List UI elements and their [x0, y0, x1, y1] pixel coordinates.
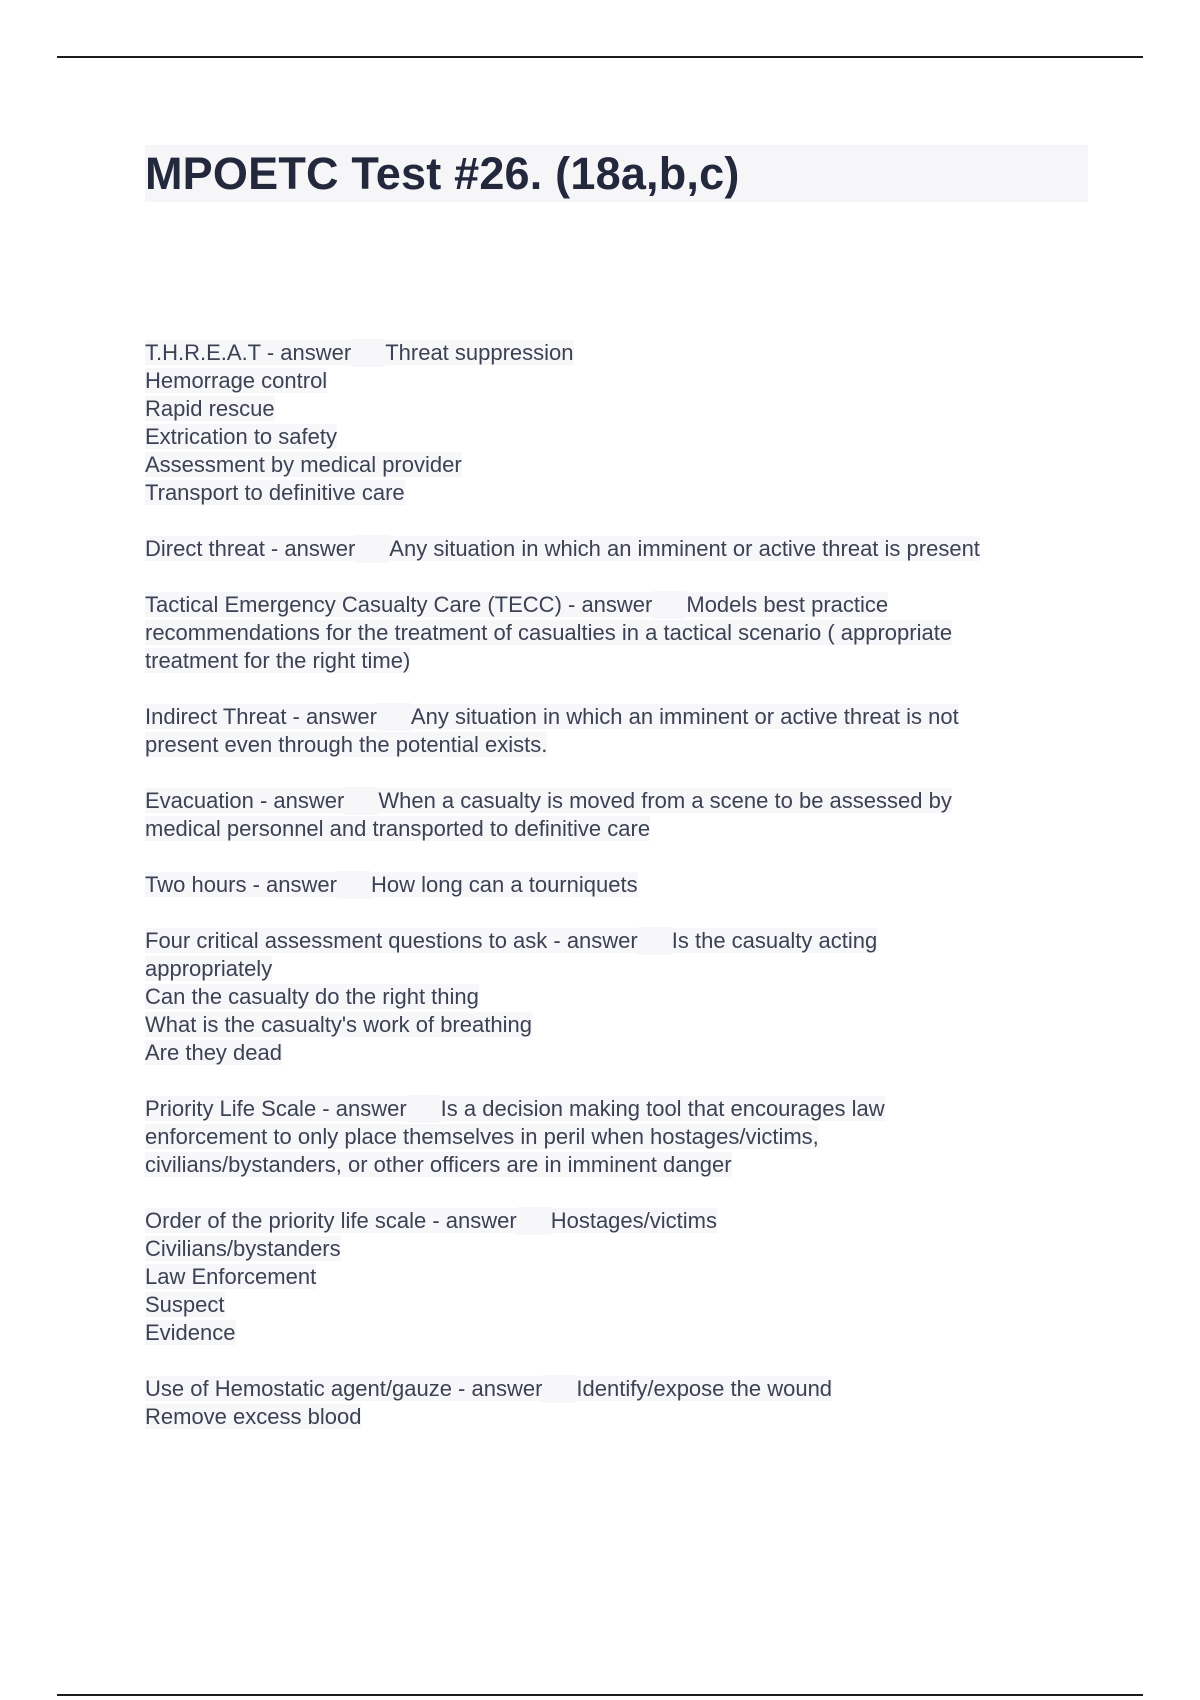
qa-answer-continuation	[145, 619, 1075, 647]
qa-first-line	[145, 787, 1075, 815]
qa-item	[145, 535, 1075, 563]
qa-list	[145, 339, 1075, 1459]
qa-answer-line: Extrication to safety	[145, 424, 337, 449]
qa-answer: Threat suppression	[385, 340, 574, 365]
qa-item	[145, 1095, 1075, 1179]
qa-item	[145, 871, 1075, 899]
qa-item	[145, 1207, 1075, 1347]
qa-answer-continuation	[145, 1235, 1075, 1263]
qa-answer-continuation	[145, 1151, 1075, 1179]
qa-gap	[344, 787, 378, 815]
qa-term: Direct threat - answer	[145, 536, 356, 561]
qa-answer: When a casualty is moved from a scene to be assessed by	[378, 788, 952, 813]
qa-answer-line: Assessment by medical provider	[145, 452, 462, 477]
qa-answer-line: Suspect	[145, 1292, 225, 1317]
qa-term: Order of the priority life scale - answer	[145, 1208, 517, 1233]
qa-answer-continuation	[145, 955, 1075, 983]
qa-answer-continuation	[145, 1039, 1075, 1067]
qa-item	[145, 703, 1075, 759]
qa-answer-line: Law Enforcement	[145, 1264, 317, 1289]
qa-answer-continuation	[145, 479, 1075, 507]
qa-answer-line: enforcement to only place themselves in peril when hostages/victims,	[145, 1124, 819, 1149]
qa-term: Evacuation - answer	[145, 788, 345, 813]
qa-answer: Models best practice	[686, 592, 889, 617]
qa-answer: How long can a tourniquets	[370, 872, 638, 897]
qa-term: Tactical Emergency Casualty Care (TECC) - answer	[145, 592, 653, 617]
qa-gap	[351, 339, 385, 367]
qa-gap	[377, 703, 411, 731]
qa-term: Priority Life Scale - answer	[145, 1096, 407, 1121]
qa-answer-continuation	[145, 815, 1075, 843]
qa-answer-continuation	[145, 423, 1075, 451]
qa-first-line	[145, 1095, 1075, 1123]
qa-answer-line: Hemorrage control	[145, 368, 328, 393]
bottom-rule	[57, 1694, 1143, 1696]
qa-item	[145, 591, 1075, 675]
qa-answer-continuation	[145, 395, 1075, 423]
qa-answer-continuation	[145, 1011, 1075, 1039]
qa-answer-line: Can the casualty do the right thing	[145, 984, 479, 1009]
qa-first-line	[145, 339, 1075, 367]
qa-answer-line: Remove excess blood	[145, 1404, 362, 1429]
qa-item	[145, 787, 1075, 843]
qa-answer-line: Civilians/bystanders	[145, 1236, 341, 1261]
qa-answer-line: Are they dead	[145, 1040, 282, 1065]
qa-answer-continuation	[145, 1319, 1075, 1347]
qa-first-line	[145, 535, 1075, 563]
qa-answer: Hostages/victims	[550, 1208, 717, 1233]
qa-first-line	[145, 871, 1075, 899]
qa-gap	[652, 591, 686, 619]
qa-answer-continuation	[145, 1263, 1075, 1291]
qa-answer-line: civilians/bystanders, or other officers are in imminent danger	[145, 1152, 732, 1177]
qa-answer: Any situation in which an imminent or active threat is present	[389, 536, 980, 561]
qa-answer-continuation	[145, 367, 1075, 395]
qa-first-line	[145, 591, 1075, 619]
qa-answer-line: Transport to definitive care	[145, 480, 405, 505]
qa-gap	[517, 1207, 551, 1235]
qa-term: Two hours - answer	[145, 872, 337, 897]
qa-answer-line: What is the casualty's work of breathing	[145, 1012, 532, 1037]
page-title: MPOETC Test #26. (18a,b,c)	[145, 148, 740, 199]
qa-first-line	[145, 1375, 1075, 1403]
qa-answer: Is the casualty acting	[671, 928, 878, 953]
qa-gap	[337, 871, 371, 899]
qa-gap	[355, 535, 389, 563]
qa-term: Indirect Threat - answer	[145, 704, 377, 729]
qa-answer-line: Rapid rescue	[145, 396, 275, 421]
qa-answer-continuation	[145, 1403, 1075, 1431]
qa-first-line	[145, 927, 1075, 955]
qa-answer-line: present even through the potential exists.	[145, 732, 548, 757]
qa-answer-continuation	[145, 731, 1075, 759]
qa-answer: Any situation in which an imminent or active threat is not	[410, 704, 959, 729]
qa-answer-continuation	[145, 1291, 1075, 1319]
qa-term: Use of Hemostatic agent/gauze - answer	[145, 1376, 543, 1401]
qa-gap	[542, 1375, 576, 1403]
qa-item	[145, 1375, 1075, 1431]
qa-answer-line: medical personnel and transported to definitive care	[145, 816, 651, 841]
qa-answer-line: appropriately	[145, 956, 273, 981]
qa-gap	[638, 927, 672, 955]
qa-answer-continuation	[145, 983, 1075, 1011]
qa-answer: Identify/expose the wound	[576, 1376, 833, 1401]
qa-answer-continuation	[145, 647, 1075, 675]
qa-answer-line: recommendations for the treatment of casualties in a tactical scenario ( appropriate	[145, 620, 953, 645]
qa-item	[145, 339, 1075, 507]
top-rule	[57, 56, 1143, 58]
qa-answer-line: Evidence	[145, 1320, 236, 1345]
qa-first-line	[145, 1207, 1075, 1235]
qa-answer-continuation	[145, 451, 1075, 479]
qa-answer: Is a decision making tool that encourages law	[440, 1096, 885, 1121]
qa-item	[145, 927, 1075, 1067]
qa-gap	[407, 1095, 441, 1123]
qa-first-line	[145, 703, 1075, 731]
qa-term: Four critical assessment questions to ask - answer	[145, 928, 638, 953]
qa-answer-line: treatment for the right time)	[145, 648, 411, 673]
qa-answer-continuation	[145, 1123, 1075, 1151]
qa-term: T.H.R.E.A.T - answer	[145, 340, 352, 365]
